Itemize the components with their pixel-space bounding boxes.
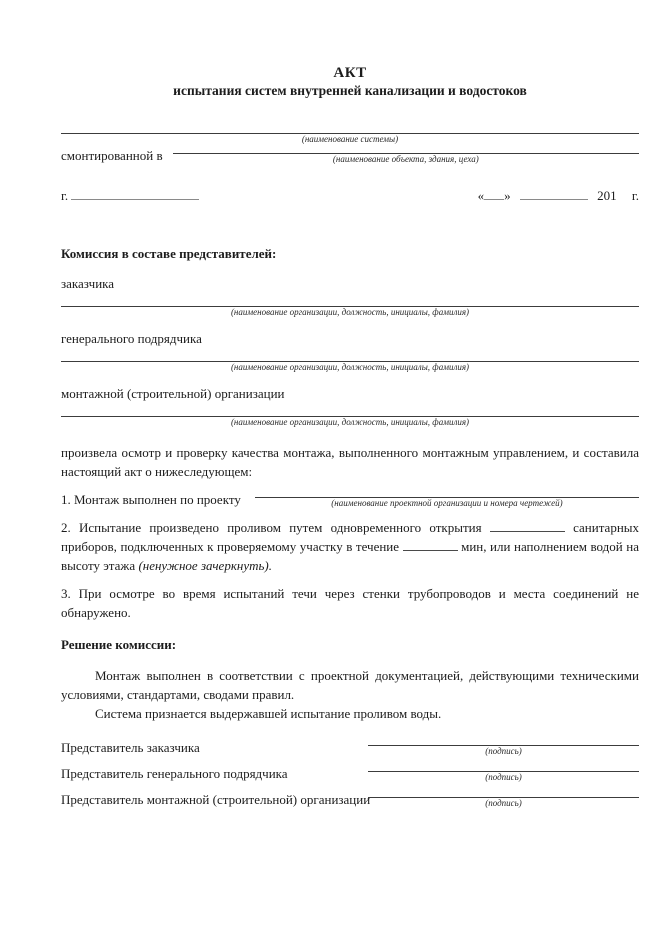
year-suffix: г. [631, 188, 639, 203]
document-header [61, 64, 639, 100]
item1-label: 1. Монтаж выполнен по проекту [61, 492, 241, 507]
item1-caption: (наименование проектной организации и номера чертежей) [331, 498, 563, 508]
month-blank [520, 188, 588, 200]
signature-row-customer [61, 738, 639, 757]
commission-heading: Комиссия в составе представителей: [61, 246, 277, 261]
intro-paragraph: произвела осмотр и проверку качества монтажа, выполненного монтажным управлением, и составила настоящий акт о нижеследующем: [61, 445, 639, 479]
quote-open: « [477, 188, 485, 203]
member-caption: (наименование организации, должность, инициалы, фамилия) [230, 362, 470, 372]
signatures-section [61, 738, 639, 809]
item2-text-1: 2. Испытание произведено проливом путем одновременного открытия [61, 520, 482, 535]
signature-field [368, 797, 639, 809]
city-prefix: г. [61, 188, 69, 203]
place-date-row [61, 186, 639, 205]
commission-member-general-contractor [61, 329, 639, 373]
item2-text-2: санитарных приборов, подключенных к проверяемому участку в течение [61, 520, 640, 554]
item2-paragraph [61, 518, 639, 575]
commission-member-installation-org [61, 384, 639, 428]
year-text: 201 [597, 188, 617, 203]
signature-row-general-contractor [61, 764, 639, 783]
signature-label: Представитель заказчика [61, 740, 200, 755]
mounted-in-field [61, 146, 639, 165]
document-subtitle: испытания систем внутренней канализации и водостоков [173, 83, 527, 98]
item2-blank-minutes [403, 539, 458, 551]
member-caption: (наименование организации, должность, инициалы, фамилия) [230, 307, 470, 317]
object-name-caption: (наименование объекта, здания, цеха) [332, 154, 479, 164]
signature-caption: (подпись) [485, 772, 522, 782]
signature-label: Представитель монтажной (строительной) организации [61, 792, 371, 807]
signature-row-installation-org [61, 790, 639, 809]
member-label: генерального подрядчика [61, 331, 202, 346]
signature-label: Представитель генерального подрядчика [61, 766, 288, 781]
signature-caption: (подпись) [485, 746, 522, 756]
item2-text-3: мин, или наполнением водой на высоту этажа [61, 539, 640, 573]
document-title: АКТ [333, 65, 367, 81]
system-name-caption: (наименование системы) [301, 134, 399, 144]
signature-field [368, 745, 639, 757]
member-label: монтажной (строительной) организации [61, 386, 285, 401]
item3-paragraph: 3. При осмотре во время испытаний течи через стенки трубопроводов и места соединений не обнаружено. [61, 586, 639, 620]
city-blank [71, 188, 199, 200]
item2-blank-devices [490, 520, 565, 532]
decision-paragraph-2: Система признается выдержавшей испытание проливом воды. [95, 706, 442, 721]
decision-paragraph-1: Монтаж выполнен в соответствии с проектной документацией, действующими техническими условиями, стандартами, сводами правил. [61, 668, 639, 702]
signature-caption: (подпись) [485, 798, 522, 808]
decision-heading: Решение комиссии: [61, 637, 177, 652]
quote-close: » [504, 188, 511, 203]
date-field [478, 186, 639, 205]
item2-note: (ненужное зачеркнуть). [138, 558, 272, 573]
day-blank [484, 188, 504, 200]
object-name-field [173, 153, 639, 165]
commission-member-customer [61, 274, 639, 318]
mounted-in-label: смонтированной в [61, 148, 163, 163]
system-name-field [61, 133, 639, 145]
item1-field [255, 497, 639, 509]
item1-row [61, 490, 639, 509]
member-caption: (наименование организации, должность, инициалы, фамилия) [230, 417, 470, 427]
city-field [61, 186, 199, 205]
signature-field [368, 771, 639, 783]
member-label: заказчика [61, 276, 115, 291]
